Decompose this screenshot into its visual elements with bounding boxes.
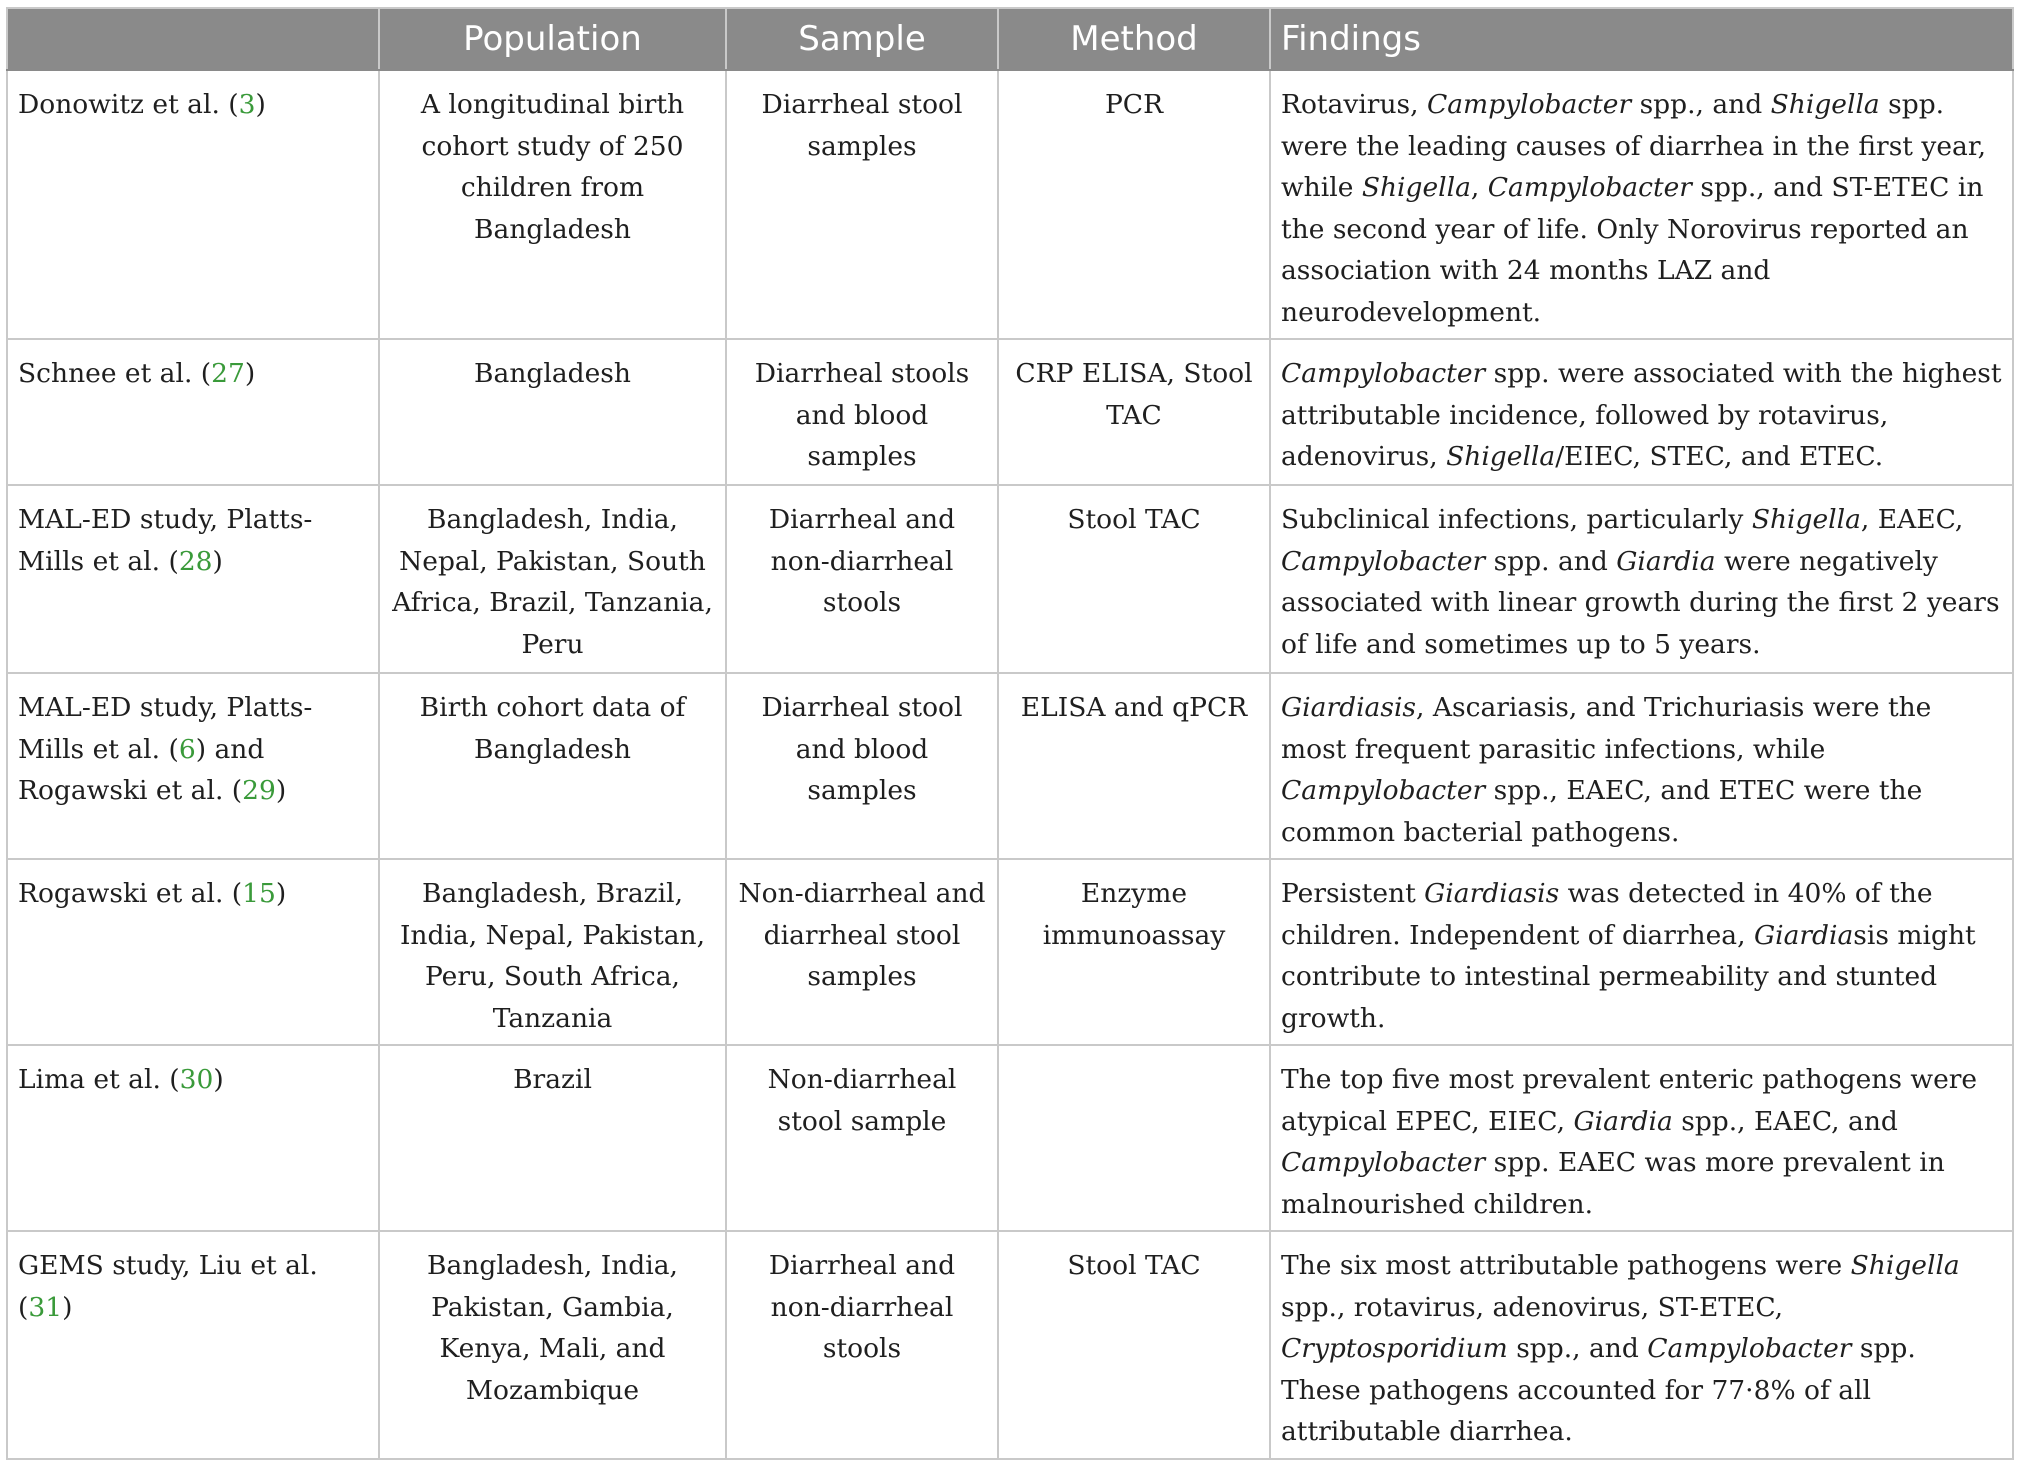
method-cell: CRP ELISA, Stool TAC	[998, 339, 1270, 485]
table-row	[7, 859, 2013, 1045]
study-author-end: )	[255, 89, 266, 120]
findings-text: spp. and	[1485, 545, 1617, 577]
population-cell: Bangladesh, India, Pakistan, Gambia, Kenya, Mali, and Mozambique	[379, 1231, 726, 1459]
sample-cell: Diarrheal stool samples	[726, 70, 998, 339]
header-study	[7, 8, 379, 70]
study-author-end: )	[212, 545, 223, 577]
findings-text: spp., and	[1631, 89, 1771, 120]
findings-text: spp. These pathogens accounted for 77·8% of all attributable diarrhea.	[1281, 1333, 1916, 1447]
findings-text: Rotavirus,	[1281, 89, 1427, 120]
findings-text: were negatively associated with linear growth during the first 2 years of life and sometimes up to 5 years.	[1281, 545, 2000, 660]
pathogen-name: Shigella	[1751, 504, 1861, 535]
findings-text: spp., rotavirus, adenovirus, ST-ETEC,	[1281, 1291, 1784, 1323]
table-row	[7, 1045, 2013, 1231]
findings-text: spp. were associated with the highest attributable incidence, followed by rotavirus, adenovirus,	[1281, 358, 2002, 472]
reference-link[interactable]: 31	[28, 1291, 63, 1323]
reference-link[interactable]: 28	[178, 545, 213, 577]
studies-table	[6, 7, 2014, 1460]
study-author: MAL-ED study, Platts-Mills et al. (	[18, 504, 313, 577]
findings-text: /EIEC, STEC, and ETEC.	[1555, 441, 1884, 472]
pathogen-name: Giardia	[1573, 1105, 1673, 1137]
population-cell: A longitudinal birth cohort study of 250 children from Bangladesh	[379, 70, 726, 339]
pathogen-name: Shigella	[1850, 1250, 1960, 1281]
pathogen-name: Shigella	[1361, 172, 1471, 203]
study-author: Rogawski et al. (	[18, 878, 243, 909]
method-cell: Stool TAC	[998, 1231, 1270, 1459]
header-method: Method	[998, 8, 1270, 70]
table-row	[7, 673, 2013, 859]
sample-cell: Non-diarrheal and diarrheal stool samples	[726, 859, 998, 1045]
findings-cell	[1270, 485, 2013, 673]
pathogen-name: Shigella	[1770, 89, 1880, 120]
pathogen-name: Shigella	[1446, 441, 1556, 472]
findings-text: was detected in 40% of the children. Independent of diarrhea,	[1281, 878, 1933, 951]
findings-text: spp. EAEC was more prevalent in malnourished children.	[1281, 1147, 1945, 1220]
study-author-end: )	[275, 878, 287, 909]
findings-cell	[1270, 1231, 2013, 1459]
header-findings: Findings	[1270, 8, 2013, 70]
sample-cell: Diarrheal stools and blood samples	[726, 339, 998, 485]
study-cell	[7, 70, 379, 339]
sample-cell: Diarrheal and non-diarrheal stools	[726, 1231, 998, 1459]
header-row	[7, 8, 2013, 70]
method-cell: PCR	[998, 70, 1270, 339]
study-author: MAL-ED study, Platts-Mills et al. (	[18, 692, 313, 765]
method-cell: ELISA and qPCR	[998, 673, 1270, 859]
reference-link[interactable]: 6	[178, 733, 196, 765]
study-cell	[7, 1231, 379, 1459]
findings-cell	[1270, 339, 2013, 485]
findings-cell	[1270, 859, 2013, 1045]
findings-text: Persistent	[1281, 878, 1425, 909]
header-population: Population	[379, 8, 726, 70]
pathogen-name: Campylobacter	[1281, 1147, 1486, 1178]
sample-cell: Diarrheal stool and blood samples	[726, 673, 998, 859]
findings-text: , EAEC,	[1860, 504, 1964, 535]
findings-text: ,	[1470, 172, 1488, 203]
pathogen-name: Giardiasis	[1281, 692, 1417, 723]
study-cell	[7, 859, 379, 1045]
findings-text: The top five most prevalent enteric pathogens were atypical EPEC, EIEC,	[1281, 1064, 1978, 1137]
findings-text: spp., EAEC, and ETEC were the common bacterial pathogens.	[1281, 775, 1923, 848]
pathogen-name: Campylobacter	[1281, 545, 1486, 577]
reference-link[interactable]: 15	[242, 878, 276, 909]
findings-cell	[1270, 673, 2013, 859]
study-cell	[7, 673, 379, 859]
findings-text: , Ascariasis, and Trichuriasis were the most frequent parasitic infections, while	[1281, 692, 1932, 765]
findings-text: spp., and	[1507, 1333, 1648, 1364]
reference-link[interactable]: 29	[242, 775, 276, 806]
study-author-end: )	[244, 358, 256, 389]
pathogen-name: Cryptosporidium	[1281, 1333, 1508, 1364]
table-body	[7, 70, 2013, 1459]
study-author: Lima et al. (	[18, 1064, 180, 1095]
study-cell	[7, 1045, 379, 1231]
findings-cell	[1270, 70, 2013, 339]
study-author: ) and Rogawski et al. (	[18, 733, 265, 806]
reference-link[interactable]: 30	[179, 1064, 214, 1095]
table-row	[7, 1231, 2013, 1459]
findings-cell	[1270, 1045, 2013, 1231]
pathogen-name: Giardiasis	[1424, 878, 1560, 909]
population-cell: Birth cohort data of Bangladesh	[379, 673, 726, 859]
findings-text: spp., and ST-ETEC in the second year of life. Only Norovirus reported an association with 24 months LAZ and neurodevelopment.	[1281, 172, 1984, 328]
study-author-end: )	[213, 1064, 224, 1095]
method-cell: Enzyme immunoassay	[998, 859, 1270, 1045]
header-sample: Sample	[726, 8, 998, 70]
method-cell	[998, 1045, 1270, 1231]
reference-link[interactable]: 27	[211, 358, 245, 389]
study-author: Schnee et al. (	[18, 358, 212, 389]
reference-link[interactable]: 3	[238, 89, 256, 120]
table-header	[7, 8, 2013, 70]
pathogen-name: Campylobacter	[1281, 775, 1486, 806]
table-row	[7, 485, 2013, 673]
pathogen-name: Giardia	[1753, 919, 1854, 951]
pathogen-name: Campylobacter	[1426, 89, 1632, 120]
study-author: Donowitz et al. (	[18, 89, 239, 120]
pathogen-name: Campylobacter	[1487, 172, 1692, 203]
table-row	[7, 339, 2013, 485]
population-cell: Brazil	[379, 1045, 726, 1231]
findings-text: spp. were the leading causes of diarrhea in the first year, while	[1281, 89, 1986, 203]
sample-cell: Diarrheal and non-diarrheal stools	[726, 485, 998, 673]
pathogen-name: Giardia	[1616, 545, 1716, 577]
study-author: GEMS study, Liu et al. (	[18, 1250, 318, 1323]
pathogen-name: Campylobacter	[1281, 358, 1486, 389]
findings-text: spp., EAEC, and	[1672, 1105, 1898, 1137]
population-cell: Bangladesh, Brazil, India, Nepal, Pakistan, Peru, South Africa, Tanzania	[379, 859, 726, 1045]
findings-text: The six most attributable pathogens were	[1281, 1250, 1851, 1281]
table-row	[7, 70, 2013, 339]
population-cell: Bangladesh, India, Nepal, Pakistan, South Africa, Brazil, Tanzania, Peru	[379, 485, 726, 673]
sample-cell: Non-diarrheal stool sample	[726, 1045, 998, 1231]
study-author-end: )	[275, 775, 287, 806]
study-author-end: )	[62, 1291, 73, 1323]
pathogen-name: Campylobacter	[1647, 1333, 1852, 1364]
findings-text: sis might contribute to intestinal permeability and stunted growth.	[1281, 919, 1976, 1034]
findings-text: Subclinical infections, particularly	[1281, 504, 1752, 535]
study-cell	[7, 339, 379, 485]
method-cell: Stool TAC	[998, 485, 1270, 673]
study-cell	[7, 485, 379, 673]
population-cell: Bangladesh	[379, 339, 726, 485]
